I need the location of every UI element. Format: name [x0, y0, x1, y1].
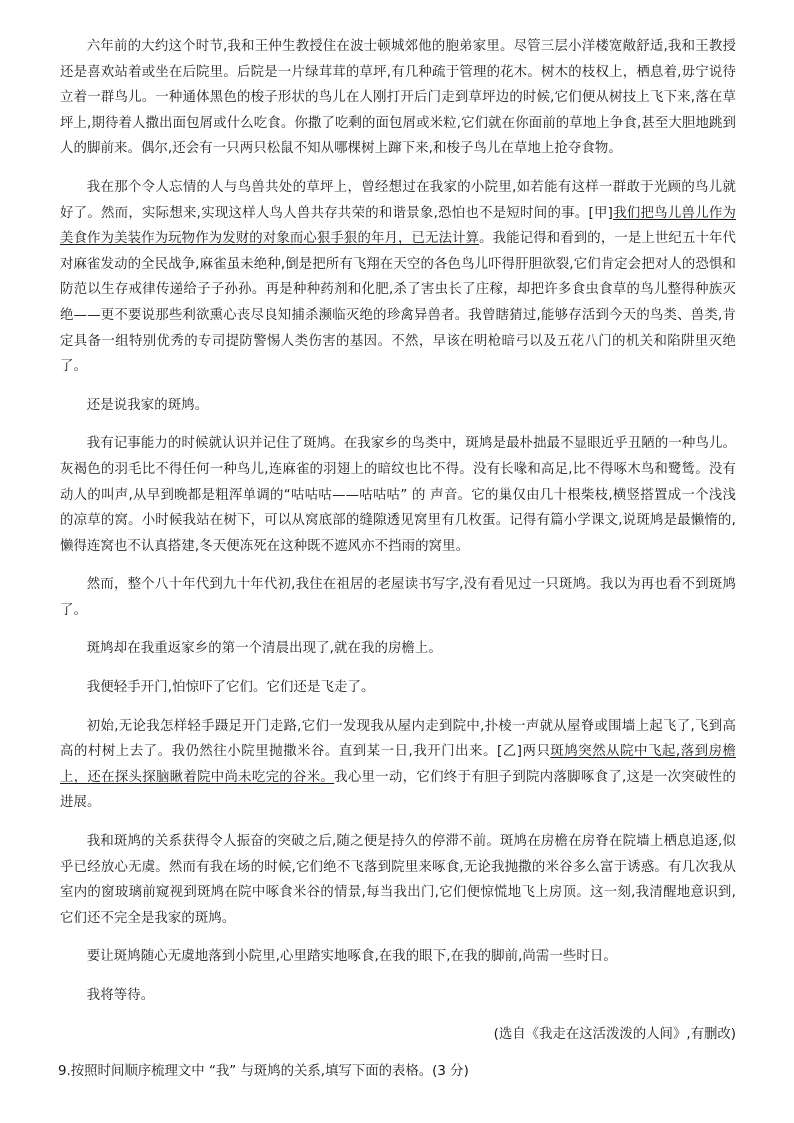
paragraph-2 — [60, 175, 736, 380]
paragraph-4: 我有记事能力的时候就认识并记住了斑鸠。在我家乡的鸟类中，斑鸠是最朴拙最不显眼近乎丑陋的一种鸟儿。灰褐色的羽毛比不得任何一种鸟儿,连麻雀的羽翅上的暗纹也比不得。没有长喙和高足,比不得啄木鸟和鹭鸶。没有动人的叫声,从早到晚都是粗浑单调的“咕咕咕——咕咕咕” 的 声音。它的巢仅由几十根柴枝,横竖搭置成一个浅浅的凉草的窝。小时候我站在树下，可以从窝底部的缝隙透见窝里有几枚蛋。记得有篇小学课文,说斑鸠是最懒惰的,懒得连窝也不认真搭建,冬天便冻死在这种既不遮风亦不挡雨的窝里。 — [60, 436, 736, 554]
exam-page — [60, 34, 736, 1085]
paragraph-7: 我便轻手开门,怕惊吓了它们。它们还是飞走了。 — [86, 680, 375, 696]
paragraph-8-text-a: 初始,无论我怎样轻手蹑足开门走路,它们一发现我从屋内走到院中,扑棱一声就从屋脊或围墙上起飞了,飞到高高的村树上去了。我仍然往小院里抛撒米谷。直到某一日,我开门出来。[乙]两只 — [60, 718, 736, 760]
paragraph-6: 斑鸠却在我重返家乡的第一个清晨出现了,就在我的房檐上。 — [86, 641, 442, 657]
paragraph-8-text-c: 我心里一动，它们终于有胆子到院内落脚啄食了,这是一次突破性的进展。 — [60, 769, 736, 811]
paragraph-8 — [60, 714, 736, 816]
paragraph-9: 我和斑鸠的关系获得令人振奋的突破之后,随之便是持久的停滞不前。斑鸠在房檐在房脊在院墙上栖息追逐,似乎已经放心无虞。然而有我在场的时候,它们绝不飞落到院里来啄食,无论我抛撒的米谷多么富于诱惑。有几次我从室内的窗玻璃前窥视到斑鸠在院中啄食米谷的情景,每当我出门,它们便惊慌地飞上房顶。这一刻,我清醒地意识到,它们还不完全是我家的斑鸠。 — [60, 834, 736, 926]
underlined-sentence-yi: 斑鸠突然从院中飞起,落到房檐上，还在探头探脑瞅着院中尚未吃完的谷米。 — [60, 744, 737, 785]
paragraph-2-text-c: 。我能记得和看到的，一是上世纪五十年代对麻雀发动的全民战争,麻雀虽未绝种,倒是把所有飞翔在天空的各色鸟儿吓得肝胆欲裂,它们肯定会把对人的恐惧和防范以生存戒律传递给子子孙孙。再是种种药剂和化肥,杀了害虫长了庄稼，却把许多食虫食草的鸟儿整得种族灭绝——更不要说那些利欲熏心丧尽良知捕杀濒临灭绝的珍禽异兽者。我曾瞎猜过,能够存活到今天的鸟类、兽类,肯定具备一组特别优秀的专司提防警惕人类伤害的基因。不然，早该在明枪暗弓以及五花八门的机关和陷阱里灭绝了。 — [60, 231, 736, 375]
question-9: 9.按照时间顺序梳理文中 “我” 与斑鸠的关系,填写下面的表格。(3 分) — [58, 1064, 469, 1080]
underlined-sentence-jia: 我们把鸟儿兽儿作为美食作为美装作为玩物作为发财的对象而心狠手狠的年月，已无法计算 — [60, 205, 736, 247]
paragraph-3: 还是说我家的斑鸠。 — [86, 397, 209, 413]
paragraph-11: 我将等待。 — [86, 988, 155, 1003]
paragraph-2-text-a: 我在那个令人忘情的人与鸟兽共处的草坪上，曾经想过在我家的小院里,如若能有这样一群敢于光顾的鸟儿就好了。然而，实际想来,实现这样人鸟人兽共存共荣的和谐景象,恐怕也不是短时间的事。[甲] — [60, 179, 736, 221]
source-note: (选自《我走在这活泼泼的人间》,有删改) — [493, 1026, 736, 1042]
paragraph-1: 六年前的大约这个时节,我和王仲生教授住在波士顿城郊他的胞弟家里。尽管三层小洋楼宽敞舒适,我和王教授还是喜欢站着或坐在后院里。后院是一片绿茸茸的草坪,有几种疏于管理的花木。树木的枝权上，栖息着,毋宁说待立着一群鸟儿。一种通体黑色的梭子形状的鸟儿在人刚打开后门走到草坪边的时候,它们便从树技上飞下来,落在草坪上,期待着人撒出面包屑或什么吃食。你撒了吃剩的面包屑或米粒,它们就在你面前的草地上争食,甚至大胆地跳到人的脚前来。偶尔,还会有一只两只松鼠不知从哪棵树上蹿下来,和梭子鸟儿在草地上抢夺食物。 — [60, 39, 736, 157]
paragraph-5: 然而，整个八十年代到九十年代初,我住在祖居的老屋读书写字,没有看见过一只斑鸠。我以为再也看不到斑鸠了。 — [60, 577, 736, 618]
paragraph-10: 要让斑鸠随心无虞地落到小院里,心里踏实地啄食,在我的眼下,在我的脚前,尚需一些时日。 — [86, 949, 617, 965]
